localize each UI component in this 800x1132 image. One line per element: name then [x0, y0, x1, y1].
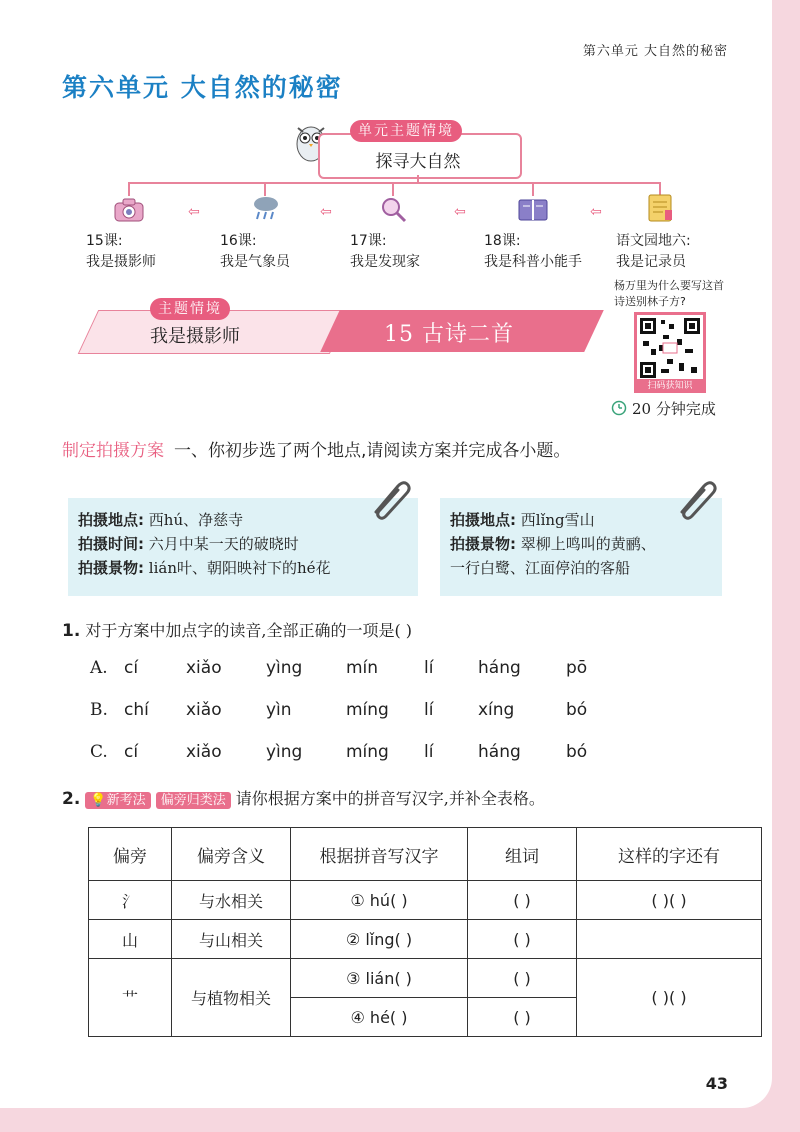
option-pinyin: chí: [124, 700, 149, 720]
plan-label: 拍摄地点:: [450, 511, 516, 529]
lesson-number: 17课:: [350, 233, 387, 249]
plan-label: 拍摄时间:: [78, 535, 144, 553]
option-pinyin: mín: [346, 658, 379, 678]
side-note: 杨万里为什么要写这首诗送别林子方?: [614, 279, 724, 308]
plan-2-rows: [450, 508, 656, 580]
lesson-number: 15课:: [86, 233, 123, 249]
option-pinyin: bó: [566, 742, 588, 762]
option-letter[interactable]: B.: [90, 700, 108, 720]
option-pinyin: xiǎo: [186, 658, 222, 678]
radical-table: [88, 827, 762, 1037]
option-pinyin: xíng: [478, 700, 515, 720]
option-pinyin: bó: [566, 700, 588, 720]
table-header: 这样的字还有: [577, 828, 762, 881]
notepad-icon: [648, 194, 674, 226]
unit-title: 第六单元 大自然的秘密: [62, 73, 343, 102]
meaning-cell: 与山相关: [172, 920, 291, 959]
lesson-number: 语文园地六:: [616, 233, 691, 249]
question-number: 1.: [62, 621, 81, 641]
alarm-clock-icon: [610, 398, 628, 420]
new-method-badge: 💡新考法: [85, 792, 150, 809]
radical-cell: 艹: [89, 959, 172, 1037]
lesson-18: [484, 231, 604, 273]
plan-row: [450, 556, 656, 580]
magnifier-icon: [380, 196, 408, 228]
plan-row: [450, 532, 656, 556]
more-cell[interactable]: ( )( ): [577, 881, 762, 920]
option-pinyin: lí: [424, 742, 434, 762]
plan-row: [78, 508, 331, 532]
arrow-left-icon: ⇦: [454, 204, 466, 220]
lesson-name: 我是发现家: [350, 254, 420, 270]
arrow-left-icon: ⇦: [188, 204, 200, 220]
lesson-number: 16课:: [220, 233, 257, 249]
banner-badge: 主题情境: [150, 298, 230, 320]
plan-row: [450, 508, 656, 532]
option-letter[interactable]: C.: [90, 742, 108, 762]
plan-row: [78, 556, 331, 580]
pinyin-cell[interactable]: ② lǐng( ): [291, 920, 468, 959]
question-2: [62, 786, 545, 809]
theme-badge: 单元主题情境: [350, 120, 462, 142]
question-1: [62, 618, 412, 641]
lesson-16: [220, 231, 340, 273]
option-pinyin: míng: [346, 742, 389, 762]
plan-value: 翠柳上鸣叫的黄鹂、: [520, 535, 656, 553]
table-header: 根据拼音写汉字: [291, 828, 468, 881]
option-pinyin: lí: [424, 658, 434, 678]
lesson-name: 我是气象员: [220, 254, 290, 270]
plan-value: 西hú、净慈寺: [148, 511, 244, 529]
option-pinyin: háng: [478, 658, 521, 678]
table-row: [89, 959, 762, 998]
option-pinyin: míng: [346, 700, 389, 720]
plan-value: 一行白鹭、江面停泊的客船: [450, 559, 631, 577]
plan-1-rows: [78, 508, 331, 580]
plan-value: 西lǐng雪山: [520, 511, 595, 529]
pinyin-cell[interactable]: ① hú( ): [291, 881, 468, 920]
paperclip-icon: [672, 476, 718, 526]
theme-name: 探寻大自然: [375, 152, 461, 172]
section-heading: [62, 436, 570, 461]
running-head: 第六单元 大自然的秘密: [582, 44, 728, 59]
option-pinyin: cí: [124, 742, 139, 762]
plan-value: 六月中某一天的破晓时: [148, 535, 299, 553]
word-cell[interactable]: ( ): [468, 959, 577, 998]
plan-label: 拍摄地点:: [78, 511, 144, 529]
option-pinyin: yìng: [266, 742, 303, 762]
option-pinyin: xiǎo: [186, 742, 222, 762]
book-icon: [518, 198, 548, 226]
lesson-name: 我是摄影师: [86, 254, 156, 270]
lesson-15: [86, 231, 206, 273]
question-text: 对于方案中加点字的读音,全部正确的一项是( ): [85, 621, 413, 640]
pinyin-cell[interactable]: ③ lián( ): [291, 959, 468, 998]
radical-cell: 氵: [89, 881, 172, 920]
badge-text: 新考法: [106, 793, 146, 808]
section-tag: 制定拍摄方案: [62, 441, 164, 461]
table-row: [89, 881, 762, 920]
tree-branch: [532, 182, 534, 196]
lesson-name: 我是科普小能手: [484, 254, 582, 270]
lesson-title: 15 古诗二首: [384, 322, 514, 347]
option-pinyin: yìn: [266, 700, 292, 720]
table-row: [89, 920, 762, 959]
tree-branch: [392, 182, 394, 196]
tree-bar: [128, 182, 660, 184]
option-pinyin: yìng: [266, 658, 303, 678]
arrow-left-icon: ⇦: [590, 204, 602, 220]
lesson-number: 18课:: [484, 233, 521, 249]
table-header: 偏旁: [89, 828, 172, 881]
meaning-cell: 与水相关: [172, 881, 291, 920]
more-cell[interactable]: ( )( ): [577, 959, 762, 1037]
banner-left-text: 我是摄影师: [150, 326, 240, 347]
word-cell[interactable]: ( ): [468, 920, 577, 959]
word-cell[interactable]: ( ): [468, 881, 577, 920]
page-number: 43: [705, 1074, 728, 1093]
more-cell[interactable]: [577, 920, 762, 959]
camera-icon: [114, 198, 144, 226]
radical-cell: 山: [89, 920, 172, 959]
option-letter[interactable]: A.: [90, 658, 108, 678]
lesson-name: 我是记录员: [616, 254, 686, 270]
method-badge: 偏旁归类法: [156, 792, 231, 809]
lesson-yuwen: [616, 231, 736, 273]
arrow-left-icon: ⇦: [320, 204, 332, 220]
option-pinyin: xiǎo: [186, 700, 222, 720]
table-header: 组词: [468, 828, 577, 881]
qr-label: 扫码获知识: [634, 379, 706, 393]
word-cell[interactable]: ( ): [468, 998, 577, 1037]
tree-branch: [128, 182, 130, 196]
section-text: 一、你初步选了两个地点,请阅读方案并完成各小题。: [174, 441, 571, 461]
option-pinyin: háng: [478, 742, 521, 762]
table-header: 偏旁含义: [172, 828, 291, 881]
meaning-cell: 与植物相关: [172, 959, 291, 1037]
paperclip-icon: [366, 476, 412, 526]
option-pinyin: pō: [566, 658, 588, 678]
time-note: [632, 398, 716, 419]
lesson-17: [350, 231, 470, 273]
option-pinyin: lí: [424, 700, 434, 720]
time-text: 20 分钟完成: [632, 400, 716, 418]
question-text: 请你根据方案中的拼音写汉字,并补全表格。: [235, 789, 545, 808]
plan-value: lián叶、朝阳映衬下的hé花: [148, 559, 331, 577]
table-header-row: [89, 828, 762, 881]
qr-code[interactable]: [634, 312, 706, 384]
plan-label: 拍摄景物:: [450, 535, 516, 553]
pinyin-cell[interactable]: ④ hé( ): [291, 998, 468, 1037]
question-number: 2.: [62, 789, 81, 809]
cloud-rain-icon: [252, 194, 280, 226]
plan-label: 拍摄景物:: [78, 559, 144, 577]
option-pinyin: cí: [124, 658, 139, 678]
plan-row: [78, 532, 331, 556]
